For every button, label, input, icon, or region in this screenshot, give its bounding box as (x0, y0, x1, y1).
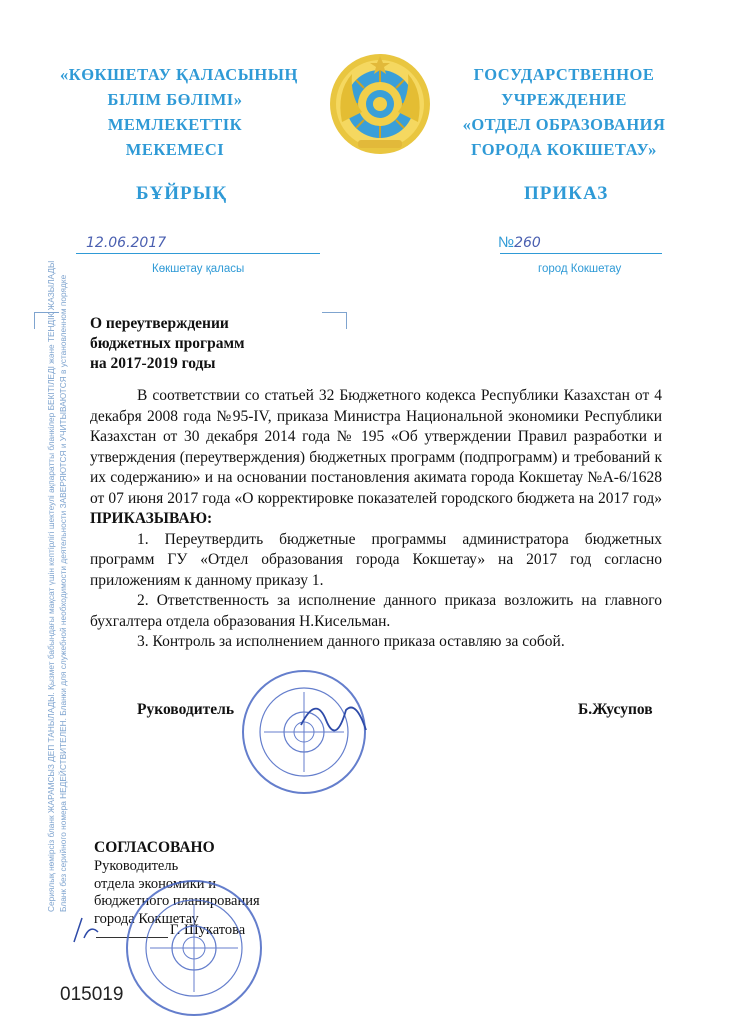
date-line (76, 252, 320, 254)
side-notice-line2: Бланк без серийного номера НЕДЕЙСТВИТЕЛЕН. Бланки для служебной необходимости деятельности ЗАВЕРЯЮТСЯ и УЧИТЫВАЮТСЯ в установленном порядке (58, 274, 68, 912)
place-kazakh: Көкшетау қаласы (152, 263, 245, 275)
agreed-line: Руководитель (94, 858, 179, 874)
number-prefix: № (498, 234, 515, 251)
order-word: ПРИКАЗЫВАЮ: (90, 510, 213, 527)
header-russian-line: ГОРОДА КОКШЕТАУ» (471, 140, 657, 159)
stamp-ring-text-bottom (130, 880, 131, 881)
header-kazakh-line: МЕМЛЕКЕТТІК (107, 115, 243, 134)
official-stamp-bottom (124, 878, 264, 1018)
order-item-1: 1. Переутвердить бюджетные программы администратора бюджетных программ ГУ «Отдел образования города Кокшетау» на 2017 год согласно приложениям к данному приказу 1. (90, 530, 662, 589)
subject-line: на 2017-2019 годы (90, 355, 216, 372)
order-body (90, 386, 662, 653)
header-russian-line: УЧРЕЖДЕНИЕ (501, 90, 627, 109)
corner-mark-right (322, 312, 347, 329)
order-number (498, 234, 541, 252)
blank-serial-number: 015019 (60, 984, 124, 1005)
order-title-russian: ПРИКАЗ (524, 183, 609, 204)
number-line (500, 252, 662, 254)
signer-name: Б.Жусупов (578, 701, 653, 718)
subject-line: О переутверждении (90, 315, 229, 332)
preamble-paragraph: В соответствии со статьей 32 Бюджетного кодекса Республики Казахстан от 4 декабря 2008 года №95-IV, приказа Министра Национальной экономики Республики Казахстан от 30 декабря 2014 года № 195 «Об утверждении Правил разработки и утверждения (переутверждения) бюджетных программ (подпрограмм) и требований к их содержанию» и на основании постановления акимата города Кокшетау №А-6/1628 от 07 июня 2017 года «О корректировке показателей городского бюджета на 2017 год» (90, 387, 662, 507)
side-notice-line1: Сериялық нөмірсіз бланк ЖАРАМСЫЗ ДЕП ТАНЫЛАДЫ. Қызмет бабындағы мақсат үшін кептірлігі шектеулі ақпаратты бланкілер БЕКІТІЛЕДІ және ТЕНДІК ЖАЗЫЛАДЫ (46, 260, 56, 912)
header-kazakh (60, 62, 298, 162)
header-russian-line: «ОТДЕЛ ОБРАЗОВАНИЯ (462, 115, 666, 134)
agreed-heading: СОГЛАСОВАНО (94, 839, 215, 856)
stamp-ring-text-top (250, 654, 251, 655)
agreed-line: города Кокшетау (94, 910, 199, 927)
agreed-name: Г. Шукатова (170, 922, 246, 938)
subject-line: бюджетных программ (90, 335, 245, 352)
header-russian-line: ГОСУДАРСТВЕННОЕ (473, 65, 655, 84)
order-title-kazakh: БҰЙРЫҚ (136, 183, 228, 204)
header-kazakh-line: МЕКЕМЕСІ (125, 140, 225, 159)
order-item-3: 3. Контроль за исполнением данного приказа оставляю за собой. (137, 633, 565, 650)
state-emblem-icon (328, 52, 432, 156)
header-russian (448, 62, 680, 162)
number-value: 260 (514, 235, 541, 251)
order-item-2: 2. Ответственность за исполнение данного приказа возложить на главного бухгалтера отдела образования Н.Кисельман. (90, 592, 662, 630)
signature-scribble (296, 690, 376, 745)
agreed-line: бюджетного планирования (94, 893, 260, 909)
place-russian: город Кокшетау (538, 263, 622, 275)
order-date: 12.06.2017 (86, 235, 167, 251)
signer-title: Руководитель (137, 701, 235, 718)
header-kazakh-line: «КӨКШЕТАУ ҚАЛАСЫНЫҢ (60, 65, 298, 84)
header-kazakh-line: БІЛІМ БӨЛІМІ» (107, 90, 243, 109)
agreed-signature-scribble (68, 914, 108, 949)
agreed-line: отдела экономики и (94, 875, 216, 892)
order-subject (90, 314, 245, 374)
